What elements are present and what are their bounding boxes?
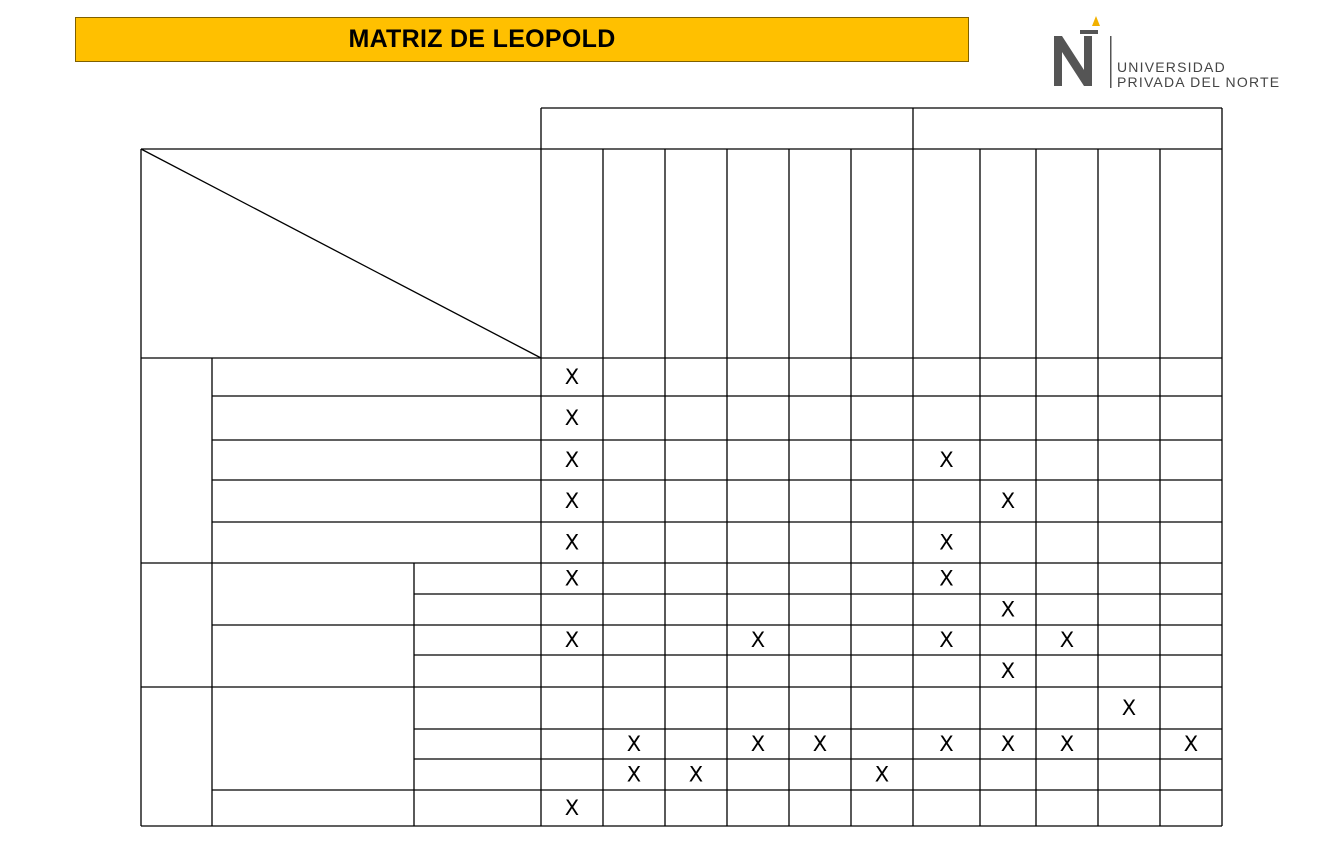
impact-mark: X	[564, 365, 580, 389]
impact-mark: X	[1000, 597, 1016, 622]
impact-mark: X	[1121, 696, 1137, 720]
page-title: MATRIZ DE LEOPOLD	[348, 25, 616, 53]
corner-diagonal	[141, 149, 541, 358]
impact-mark: X	[939, 566, 954, 591]
impact-mark: X	[564, 628, 580, 652]
impact-mark: X	[1000, 489, 1016, 513]
impact-mark: X	[874, 762, 890, 787]
impact-mark: X	[564, 566, 580, 591]
impact-mark: X	[564, 530, 580, 555]
impact-mark: X	[1059, 628, 1075, 652]
impact-mark: X	[1000, 732, 1016, 756]
impact-mark: X	[750, 628, 766, 652]
impact-mark: X	[1000, 659, 1016, 683]
impact-mark: X	[1183, 732, 1199, 756]
logo-line-2: PRIVADA DEL NORTE	[1117, 74, 1281, 90]
impact-mark: X	[564, 489, 580, 513]
impact-mark: X	[626, 762, 642, 787]
impact-mark: X	[564, 406, 580, 430]
impact-mark: X	[939, 628, 954, 652]
impact-mark: X	[564, 796, 580, 820]
logo-line-1: UNIVERSIDAD	[1117, 59, 1226, 75]
impact-mark: X	[939, 448, 954, 472]
impact-mark: X	[564, 448, 580, 472]
impact-mark: X	[688, 762, 704, 787]
impact-mark: X	[812, 732, 828, 756]
impact-mark: X	[939, 732, 954, 756]
impact-mark: X	[1059, 732, 1075, 756]
impact-mark: X	[626, 732, 642, 756]
impact-mark: X	[750, 732, 766, 756]
impact-mark: X	[939, 530, 954, 555]
